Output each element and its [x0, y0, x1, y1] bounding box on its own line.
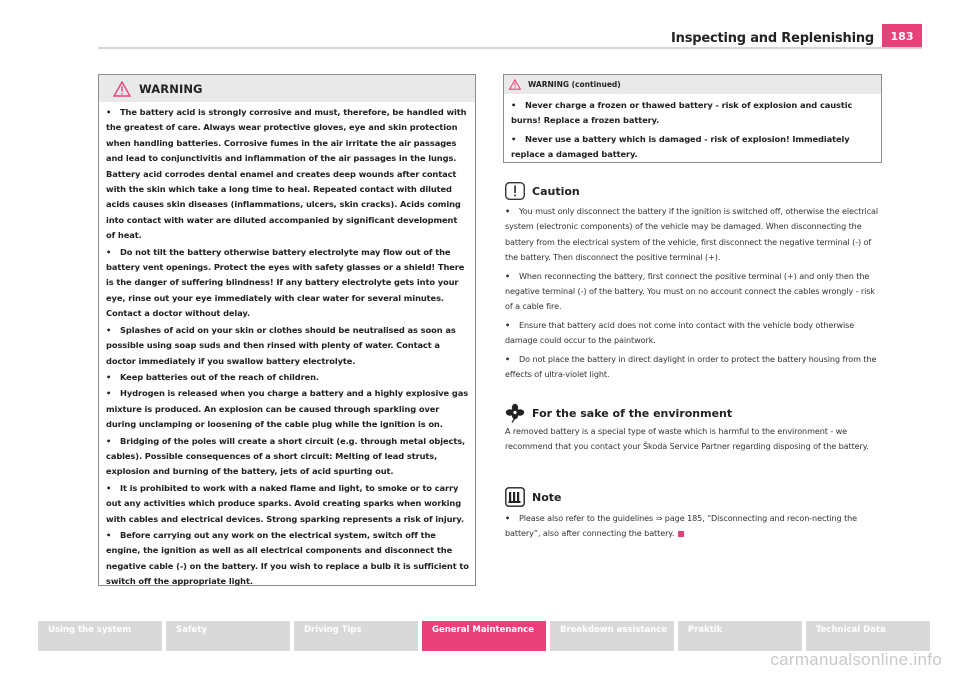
environment-header — [505, 402, 883, 424]
caution-list — [505, 204, 883, 382]
note-section — [505, 486, 883, 545]
environment-section — [505, 402, 883, 455]
tab-technical-data[interactable]: Technical Data — [806, 621, 930, 651]
warning-triangle-icon — [113, 81, 131, 97]
caution-item: • You must only disconnect the battery if the ignition is switched off, otherwise the electrical system (electronic components) of the vehicle may be damaged. When disconnecting the battery from the electrical system of the vehicle, first disconnect the negative terminal (-) of the battery. Then disconnect the positive terminal (+). — [505, 206, 879, 263]
tab-using-the-system[interactable]: Using the system — [38, 621, 162, 651]
note-icon — [505, 487, 525, 507]
footer-tabs — [38, 621, 934, 651]
caution-header — [505, 180, 883, 202]
header-divider — [98, 47, 922, 49]
watermark: carmanualsonline.info — [770, 650, 942, 669]
note-title: Note — [532, 490, 562, 504]
page-header-title: Inspecting and Replenishing — [671, 31, 874, 46]
flower-icon — [505, 403, 525, 423]
warning-header — [99, 75, 475, 102]
warning-continued-header — [504, 75, 881, 94]
note-item: • Please also refer to the guidelines ⇒ page 185, “Disconnecting and recon-necting the battery”, also after connecting the battery. — [505, 513, 858, 539]
warning-triangle-icon — [509, 79, 521, 90]
warning-continued-box — [503, 74, 882, 163]
warning-item: • The battery acid is strongly corrosive and must, therefore, be handled with the greatest of care. Always wear protective gloves, eye and skin protection when handling batteries. Corrosive fumes in the air irritate the air passages and lead to conjunctivitis and inflammation of the air passages in the lungs. Battery acid corrodes dental enamel and creates deep wounds after contact with the skin which take a long time to heal. Repeated contact with diluted acids causes skin diseases (inflammations, ulcers, skin cracks). Acids coming into contact with water are diluted accompanied by significant development of heat. — [106, 107, 467, 241]
tab-praktik[interactable]: Praktik — [678, 621, 802, 651]
tab-safety[interactable]: Safety — [166, 621, 290, 651]
warning-list — [99, 102, 475, 590]
caution-icon — [505, 182, 525, 200]
warning-item: • Do not tilt the battery otherwise battery electrolyte may flow out of the battery vent openings. Protect the eyes with safety glasses or a shield! There is the danger of suffering blindness! If any battery electrolyte gets into your eye, rinse out your eye immediately with clear water for several minutes. Contact a doctor without delay. — [106, 246, 465, 319]
warning-item: • It is prohibited to work with a naked flame and light, to smoke or to carry out any activities which produce sparks. Avoid creating sparks when working with cables and electrical devices. Strong sparking represents a risk of injury. — [106, 482, 464, 524]
environment-text: A removed battery is a special type of waste which is harmful to the environment - we recommend that you contact your Škoda Service Partner regarding disposing of the battery. — [505, 426, 869, 452]
tab-driving-tips[interactable]: Driving Tips — [294, 621, 418, 651]
warning-title: WARNING — [139, 81, 203, 96]
warning-box — [98, 74, 476, 586]
caution-item: • Do not place the battery in direct daylight in order to protect the battery housing from the effects of ultra-violet light. — [505, 353, 877, 380]
warning-continued-list — [504, 94, 881, 163]
note-header — [505, 486, 883, 508]
page-number: 183 — [882, 24, 922, 48]
tab-breakdown-assistance[interactable]: Breakdown assistance — [550, 621, 674, 651]
warning-item: • Splashes of acid on your skin or clothes should be neutralised as soon as possible using soap suds and then rinsed with plenty of water. Contact a doctor immediately if you swallow battery electrolyte. — [106, 324, 456, 366]
warning-item: • Bridging of the poles will create a short circuit (e.g. through metal objects, cables). Possible consequences of a short circuit: Melting of lead struts, explosion and burning of the battery, jets of acid spurting out. — [106, 435, 466, 477]
warning-item: • Before carrying out any work on the electrical system, switch off the engine, the ignition as well as all electrical components and disconnect the negative cable (-) on the battery. If you wish to replace a bulb it is sufficient to switch off the appropriate light. — [106, 529, 469, 587]
warning-item: • Never charge a frozen or thawed battery - risk of explosion and caustic burns! Replace a frozen battery. — [511, 100, 853, 126]
warning-item: • Hydrogen is released when you charge a battery and a highly explosive gas mixture is produced. An explosion can be caused through sparkling over during unclamping or loosening of the cable plug while the ignition is on. — [106, 388, 469, 430]
environment-title: For the sake of the environment — [532, 406, 733, 420]
end-of-section-marker — [678, 531, 684, 537]
tab-general-maintenance[interactable]: General Maintenance — [422, 621, 546, 651]
warning-continued-title: WARNING (continued) — [528, 80, 621, 89]
caution-item: • Ensure that battery acid does not come into contact with the vehicle body otherwise damage could occur to the paintwork. — [505, 319, 855, 346]
caution-item: • When reconnecting the battery, first connect the positive terminal (+) and only then the negative terminal (-) of the battery. You must on no account connect the cables wrongly - risk of a cable fire. — [505, 270, 875, 312]
caution-section — [505, 180, 883, 385]
warning-item: • Keep batteries out of the reach of children. — [106, 371, 319, 382]
warning-item: • Never use a battery which is damaged - risk of explosion! Immediately replace a damaged battery. — [511, 133, 850, 160]
caution-title: Caution — [532, 184, 580, 198]
